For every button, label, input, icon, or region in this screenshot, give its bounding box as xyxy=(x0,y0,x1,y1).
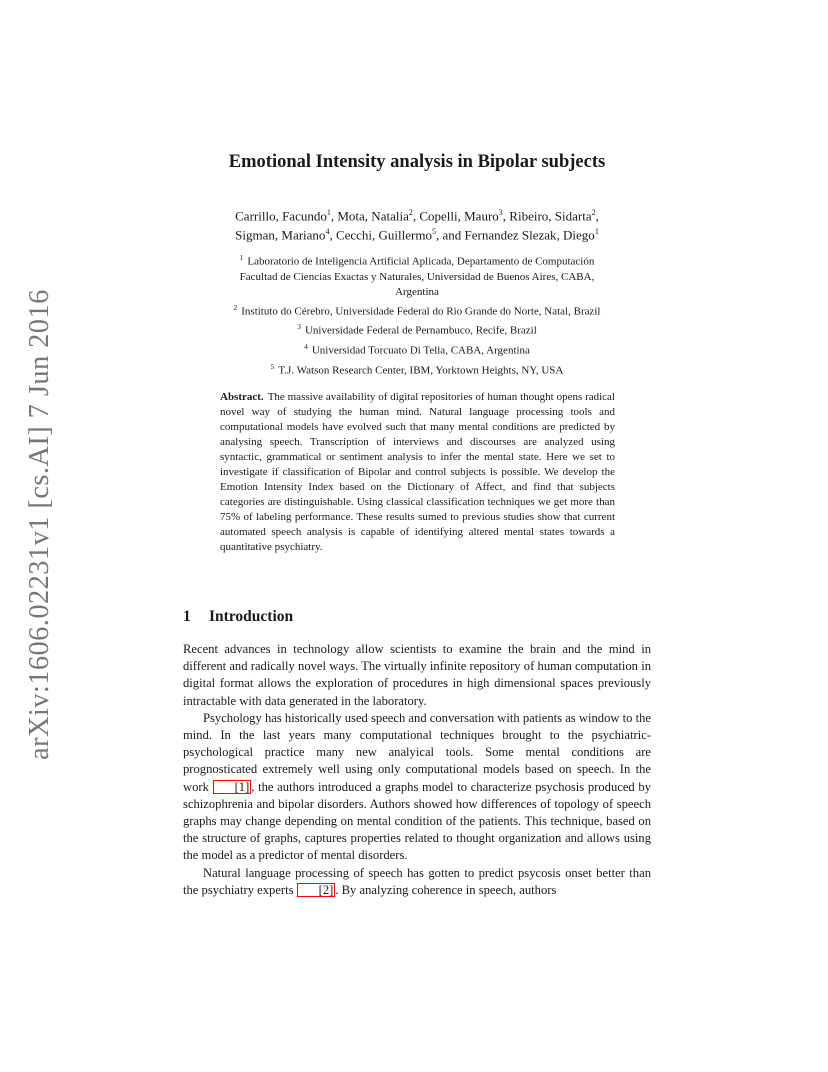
paragraph-text: . By analyzing coherence in speech, authors xyxy=(335,882,557,897)
affiliation-mark: 2 xyxy=(233,302,238,312)
affiliation-text: Laboratorio de Inteligencia Artificial Aplicada, Departamento de Computación xyxy=(247,255,595,268)
author-name: Sigman, Mariano xyxy=(235,227,326,243)
paragraph xyxy=(183,641,651,710)
affiliation-list xyxy=(183,250,651,378)
paragraph-text: Natural language processing of speech has gotten to predict psycosis onset better than the psychiatry experts xyxy=(183,865,651,897)
affiliation-line xyxy=(183,300,651,320)
abstract-label: Abstract. xyxy=(220,391,264,403)
author-affil-mark: 1 xyxy=(594,227,599,237)
author-name: , Mota, Natalia xyxy=(330,208,409,224)
affiliation-text: Instituto do Cérebro, Universidade Federal do Rio Grande do Norte, Natal, Brazil xyxy=(241,305,601,318)
paragraph-text: Recent advances in technology allow scientists to examine the brain and the mind in different and radically novel ways. The virtually infinite repository of human computation in digital format allows the exploration of procedures in high dimensional spaces previously intractable with data generated in the laboratory. xyxy=(183,642,651,708)
author-name: , and Fernandez Slezak, Diego xyxy=(435,227,595,243)
affiliation-line xyxy=(183,339,651,359)
abstract-text: The massive availability of digital repositories of human thought opens radical novel way of studying the human mind. Natural language processing tools and computational models have evolved such that many mental conditions are predicted by analysing speech. Transcription of interviews and discourses are analyzed using syntactic, grammatical or sentiment analysis to infer the mental state. Here we set to investigate if classification of Bipolar and control subjects is possible. We develop the Emotion Intensity Index based on the Dictionary of Affect, and find that subjects categories are distinguishable. Using classical classification techniques we get more than 75% of labeling performance. These results sumed to previous studies show that current automated speech analysis is capable of identifying altered mental states towards a quantitative psychiatry. xyxy=(220,391,615,553)
citation-link[interactable]: [2] xyxy=(297,883,336,897)
body-text xyxy=(183,641,651,899)
author-name: , Ribeiro, Sidarta xyxy=(502,208,592,224)
author-name: , Cecchi, Guillermo xyxy=(329,227,432,243)
author-line-2 xyxy=(183,224,651,243)
paper-title: Emotional Intensity analysis in Bipolar subjects xyxy=(228,152,606,172)
author-separator: , xyxy=(595,208,599,224)
paragraph xyxy=(183,710,651,865)
section-number: 1 xyxy=(183,608,191,625)
citation-link[interactable]: [1] xyxy=(213,780,252,794)
affiliation-line xyxy=(183,285,651,300)
affiliation-line xyxy=(183,250,651,270)
affiliation-text: Universidad Torcuato Di Tella, CABA, Argentina xyxy=(311,344,530,357)
affiliation-text: T.J. Watson Research Center, IBM, Yorktown Heights, NY, USA xyxy=(278,364,564,377)
author-affil-mark: 1 xyxy=(326,208,331,217)
author-affil-mark: 3 xyxy=(498,208,503,217)
author-name: , Copelli, Mauro xyxy=(412,208,499,224)
affiliation-text: Universidade Federal de Pernambuco, Recife, Brazil xyxy=(304,324,537,337)
affiliation-mark: 5 xyxy=(270,361,275,371)
author-affil-mark: 2 xyxy=(408,208,413,217)
section-heading xyxy=(183,608,651,626)
paragraph xyxy=(183,865,651,899)
author-list xyxy=(183,205,651,244)
abstract xyxy=(220,390,615,555)
affiliation-mark: 1 xyxy=(239,253,244,262)
paragraph-text: , the authors introduced a graphs model to characterize psychosis produced by schizophrenia and bipolar disorders. Authors showed how differences of topology of speech graphs may change depending on mental condition of the patients. This technique, based on the structure of graphs, captures properties related to thought organization and allows using the model as a predictor of mental disorders. xyxy=(183,779,652,863)
author-affil-mark: 2 xyxy=(591,208,596,217)
affiliation-line xyxy=(183,319,651,339)
affiliation-line xyxy=(183,359,651,379)
affiliation-text: Facultad de Ciencias Exactas y Naturales, Universidad de Buenos Aires, CABA, xyxy=(239,270,595,283)
author-affil-mark: 4 xyxy=(325,227,330,237)
arxiv-side-stamp: arXiv:1606.02231v1 [cs.AI] 7 Jun 2016 xyxy=(24,289,55,760)
affiliation-mark: 3 xyxy=(297,322,301,332)
affiliation-mark: 4 xyxy=(304,341,308,351)
affiliation-text: Argentina xyxy=(395,285,439,298)
section-title: Introduction xyxy=(209,608,294,625)
affiliation-line xyxy=(183,270,651,285)
paragraph-text: Psychology has historically used speech and conversation with patients as window to the mind. In the last years many computational techniques brought to the psychiatric-psychological practice many new analyical tools. Some mental conditions are prognosticated extremely well using only computational models based on speech. In the work xyxy=(183,710,651,794)
author-line-1 xyxy=(183,205,651,224)
author-name: Carrillo, Facundo xyxy=(235,208,327,224)
author-affil-mark: 5 xyxy=(431,227,436,237)
